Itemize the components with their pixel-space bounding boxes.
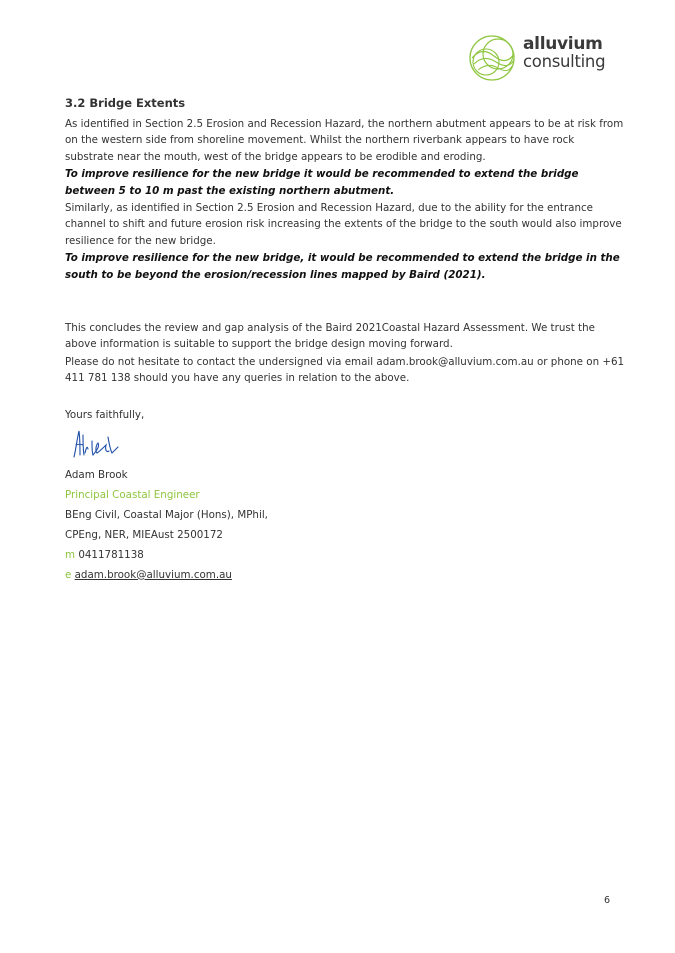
mobile-label: m [65,548,76,561]
recommendation-southern: To improve resilience for the new bridge, it would be recommended to extend the bridge in the south to be beyond the erosion/recession lines mapped by Baird (2021). [65,252,620,281]
paragraph-abutment-risk: As identified in Section 2.5 Erosion and Recession Hazard, the northern abutment appears to be at risk from on the western side from shoreline movement. Whilst the northern riverbank appears to have rock substrate near the mouth, west of the bridge appears to be erodible and eroding. [65,118,624,163]
letter-body [65,95,625,585]
sign-off: Yours faithfully, [65,408,145,421]
signatory-email [65,565,625,585]
mobile-number: 0411781138 [78,548,144,561]
paragraph-entrance-channel: Similarly, as identified in Section 2.5 Erosion and Recession Hazard, due to the ability for the entrance channel to shift and future erosion risk increasing the extents of the bridge to the south would also improve resilience for the new bridge. [65,202,622,247]
section-heading: 3.2 Bridge Extents [65,96,186,110]
signatory-name: Adam Brook [65,468,128,481]
signatory-qualifications-2: CPEng, NER, MIEAust 2500172 [65,528,223,541]
alluvium-logo-icon [468,32,520,84]
signature-image [68,427,120,461]
page-number: 6 [604,895,611,906]
signatory-title: Principal Coastal Engineer [65,488,200,501]
logo-wordmark-line2: consulting [523,52,606,71]
paragraph-conclusion: This concludes the review and gap analysis of the Baird 2021Coastal Hazard Assessment. We trust the above information is suitable to support the bridge design moving forward. [65,322,595,351]
signatory-qualifications-1: BEng Civil, Coastal Major (Hons), MPhil, [65,508,268,521]
signatory-mobile [65,545,625,565]
email-label: e [65,568,72,581]
paragraph-contact: Please do not hesitate to contact the undersigned via email adam.brook@alluvium.com.au or phone on +61 411 781 138 should you have any queries in relation to the above. [65,355,625,385]
recommendation-northern: To improve resilience for the new bridge it would be recommended to extend the bridge between 5 to 10 m past the existing northern abutment. [65,168,579,197]
email-link[interactable]: adam.brook@alluvium.com.au [74,568,232,581]
logo-wordmark-line1: alluvium [523,34,603,54]
company-logo [468,32,618,84]
